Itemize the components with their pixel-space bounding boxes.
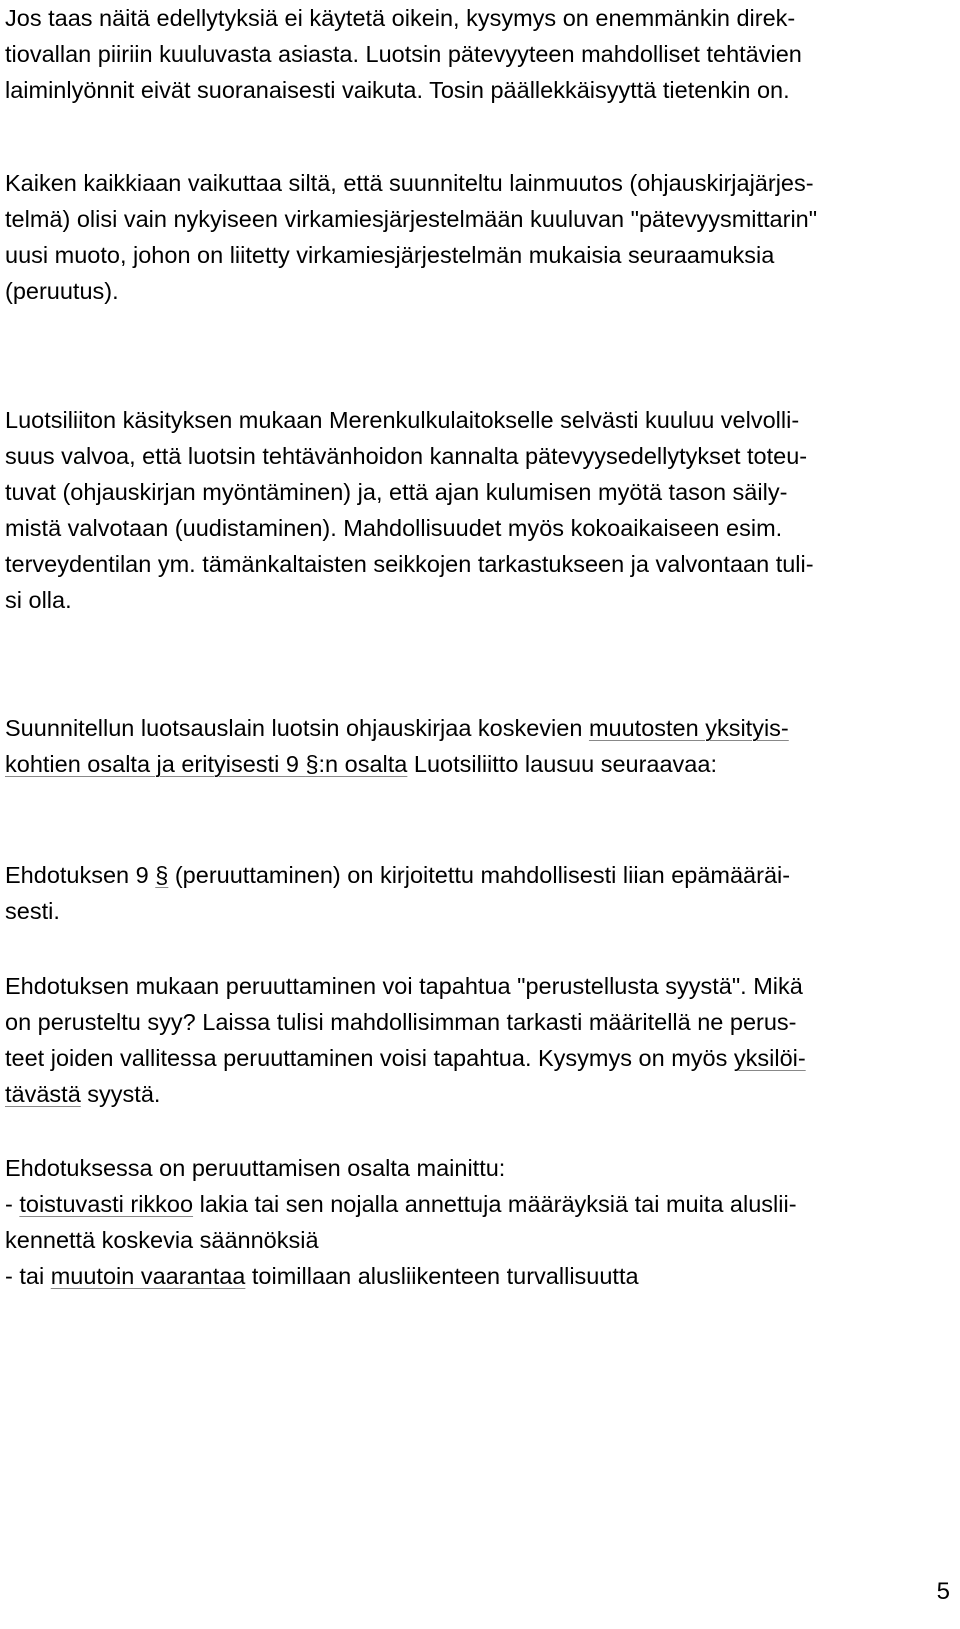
underlined-text: yksilöi- [733, 1045, 806, 1071]
text-line [5, 165, 935, 201]
text-segment: terveydentilan ym. tämänkaltaisten seikkojen tarkastukseen ja valvontaan tuli- [5, 551, 814, 577]
text-line [5, 582, 935, 618]
underlined-text: § [305, 751, 319, 777]
text-segment: (peruuttaminen) on kirjoitettu mahdollisesti liian epämääräi- [168, 862, 791, 888]
paragraph [5, 1150, 935, 1294]
text-line [5, 474, 935, 510]
text-line [5, 893, 935, 929]
paragraph [5, 710, 935, 782]
underlined-text: :n osalta [318, 751, 408, 777]
text-line [5, 201, 935, 237]
text-segment: toimillaan alusliikenteen turvallisuutta [245, 1263, 639, 1289]
paragraph [5, 857, 935, 929]
underlined-text: § [155, 862, 169, 888]
text-line [5, 438, 935, 474]
text-segment: lakia tai sen nojalla annettuja määräyksiä tai muita aluslii- [193, 1191, 797, 1217]
text-line [5, 72, 935, 108]
text-segment: uusi muoto, johon on liitetty virkamiesjärjestelmän mukaisia seuraamuksia [5, 242, 775, 268]
text-segment: teet joiden vallitessa peruuttaminen voisi tapahtua. Kysymys on myös [5, 1045, 734, 1071]
text-line [5, 546, 935, 582]
text-line [5, 402, 935, 438]
text-segment: Luotsiliitto lausuu seuraavaa: [407, 751, 717, 777]
text-line [5, 1040, 935, 1076]
text-line [5, 968, 935, 1004]
paragraph [5, 968, 935, 1112]
text-segment: si olla. [5, 587, 72, 613]
text-line [5, 1222, 935, 1258]
text-segment: syystä. [80, 1081, 161, 1107]
text-segment: telmä) olisi vain nykyiseen virkamiesjärjestelmään kuuluvan "pätevyysmittarin" [5, 206, 818, 232]
underlined-text: muutosten yksityis- [588, 715, 789, 741]
text-segment: on perusteltu syy? Laissa tulisi mahdollisimman tarkasti määritellä ne perus- [5, 1009, 797, 1035]
text-segment: Ehdotuksen 9 [5, 862, 156, 888]
text-segment: suus valvoa, että luotsin tehtävänhoidon kannalta pätevyysedellytykset toteu- [5, 443, 808, 469]
paragraph [5, 0, 935, 108]
text-segment: sesti. [5, 898, 60, 924]
text-segment: mistä valvotaan (uudistaminen). Mahdollisuudet myös kokoaikaiseen esim. [5, 515, 783, 541]
text-segment: laiminlyönnit eivät suoranaisesti vaikuta. Tosin päällekkäisyyttä tietenkin on. [5, 77, 790, 103]
text-line [5, 1186, 935, 1222]
text-segment: tuvat (ohjauskirjan myöntäminen) ja, että ajan kulumisen myötä tason säily- [5, 479, 788, 505]
text-line [5, 1076, 935, 1112]
text-line [5, 857, 935, 893]
underlined-text: muutoin vaarantaa [50, 1263, 246, 1289]
text-line [5, 710, 935, 746]
paragraph [5, 402, 935, 618]
underlined-text: toistuvasti rikkoo [19, 1191, 194, 1217]
text-line [5, 237, 935, 273]
underlined-text: tävästä [5, 1081, 81, 1107]
text-line [5, 1258, 935, 1294]
text-segment: Ehdotuksen mukaan peruuttaminen voi tapahtua "perustellusta syystä". Mikä [5, 973, 803, 999]
text-segment: - tai [5, 1263, 51, 1289]
text-line [5, 510, 935, 546]
page-number: 5 [936, 1578, 950, 1605]
text-segment: Jos taas näitä edellytyksiä ei käytetä oikein, kysymys on enemmänkin direk- [5, 5, 796, 31]
text-segment: (peruutus). [5, 278, 119, 304]
text-line [5, 746, 935, 782]
text-segment: Suunnitellun luotsauslain luotsin ohjauskirjaa koskevien [5, 715, 589, 741]
text-segment: Kaiken kaikkiaan vaikuttaa siltä, että suunniteltu lainmuutos (ohjauskirjajärjes- [5, 170, 814, 196]
text-line [5, 0, 935, 36]
paragraph [5, 165, 935, 309]
text-segment: Ehdotuksessa on peruuttamisen osalta mainittu: [5, 1155, 506, 1181]
text-line [5, 36, 935, 72]
text-segment: tiovallan piiriin kuuluvasta asiasta. Luotsin pätevyyteen mahdolliset tehtävien [5, 41, 802, 67]
text-line [5, 1004, 935, 1040]
text-segment: - [5, 1191, 20, 1217]
text-line [5, 273, 935, 309]
text-segment: kennettä koskevia säännöksiä [5, 1227, 319, 1253]
text-line [5, 1150, 935, 1186]
underlined-text: kohtien osalta ja erityisesti 9 [5, 751, 306, 777]
text-segment: Luotsiliiton käsityksen mukaan Merenkulkulaitokselle selvästi kuuluu velvolli- [5, 407, 800, 433]
